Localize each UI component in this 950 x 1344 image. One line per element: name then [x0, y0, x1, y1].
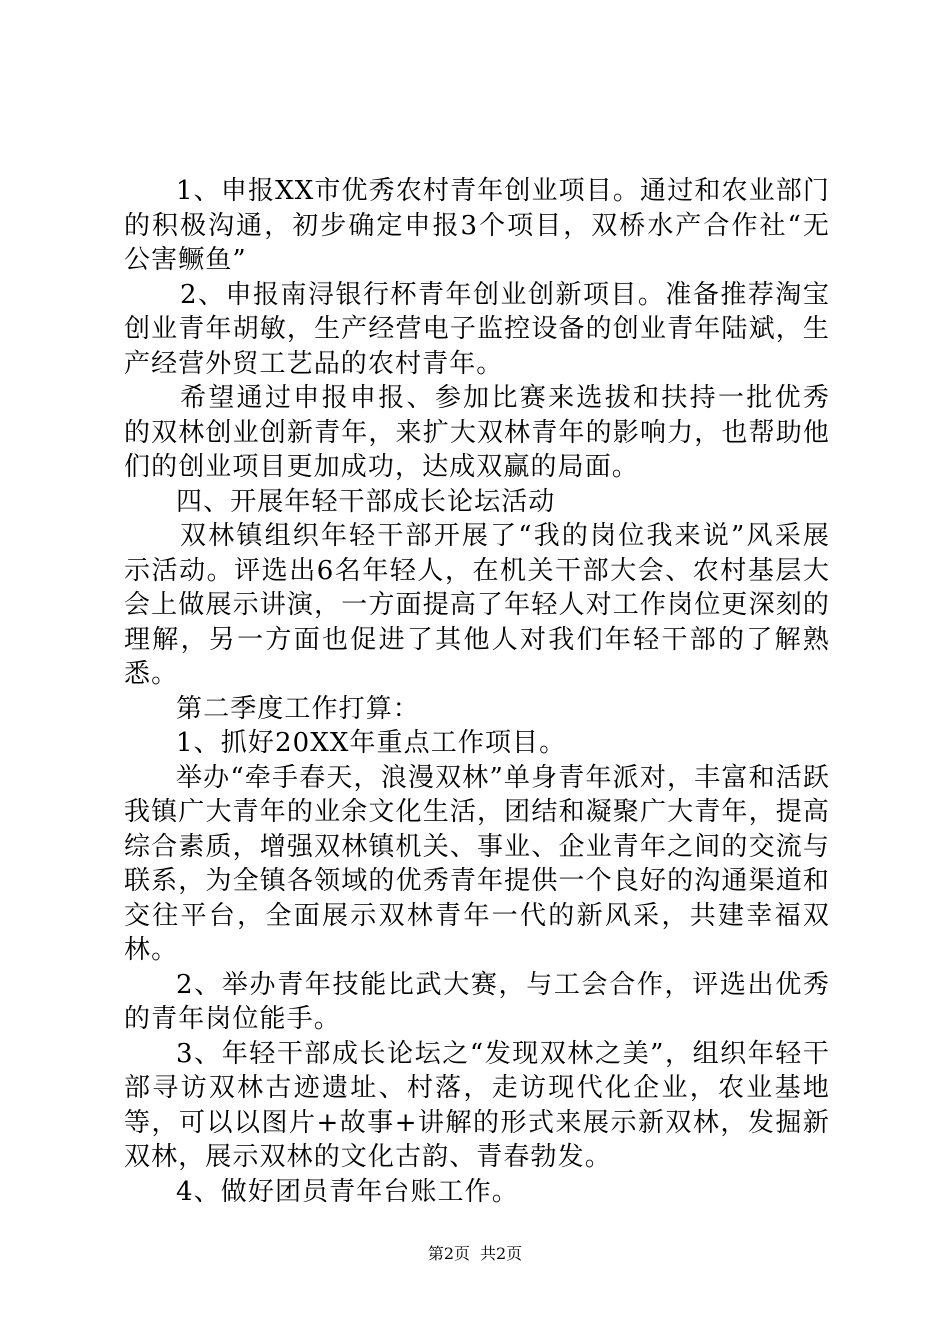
paragraph-11: 4、做好团员青年台账工作。	[176, 1176, 519, 1207]
page-footer	[0, 1244, 950, 1264]
section-heading-plan: 第二季度工作打算：	[176, 693, 420, 724]
paragraph-7: 1、抓好20XX年重点工作项目。	[176, 728, 567, 758]
paragraph-3: 希望通过申报申报、参加比赛来选拔和扶持一批优秀的双林创业创新青年，来扩大双林青年的影响力，也帮助他们的创业项目更加成功，达成双赢的局面。	[124, 383, 830, 482]
paragraph-1: 1、申报XX市优秀农村青年创业项目。通过和农业部门的积极沟通，初步确定申报3个项目，双桥水产合作社“无公害鳜鱼”	[124, 176, 830, 275]
page-number-total: 共2页	[480, 1244, 523, 1263]
paragraph-5: 双林镇组织年轻干部开展了“我的岗位我来说”风采展示活动。评选出6名年轻人，在机关干部大会、农村基层大会上做展示讲演，一方面提高了年轻人对工作岗位更深刻的理解，另一方面也促进了其他人对我们年轻干部的了解熟悉。	[124, 521, 830, 689]
document-body	[124, 174, 830, 1209]
paragraph-10: 3、年轻干部成长论坛之“发现双林之美”，组织年轻干部寻访双林古迹遗址、村落，走访现代化企业，农业基地等，可以以图片+故事+讲解的形式来展示新双林，发掘新双林，展示双林的文化古韵、青春勃发。	[124, 1038, 830, 1172]
paragraph-9: 2、举办青年技能比武大赛，与工会合作，评选出优秀的青年岗位能手。	[124, 969, 830, 1034]
paragraph-8: 举办“牵手春天，浪漫双林”单身青年派对，丰富和活跃我镇广大青年的业余文化生活，团结和凝聚广大青年，提高综合素质，增强双林镇机关、事业、企业青年之间的交流与联系，为全镇各领域的优秀青年提供一个良好的沟通渠道和交往平台，全面展示双林青年一代的新风采，共建幸福双林。	[124, 762, 830, 965]
page-number-current: 第2页	[427, 1244, 470, 1263]
section-heading-forum: 四、开展年轻干部成长论坛活动	[176, 486, 556, 517]
paragraph-2: 2、申报南浔银行杯青年创业创新项目。准备推荐淘宝创业青年胡敏，生产经营电子监控设备的创业青年陆斌，生产经营外贸工艺品的农村青年。	[124, 279, 830, 379]
